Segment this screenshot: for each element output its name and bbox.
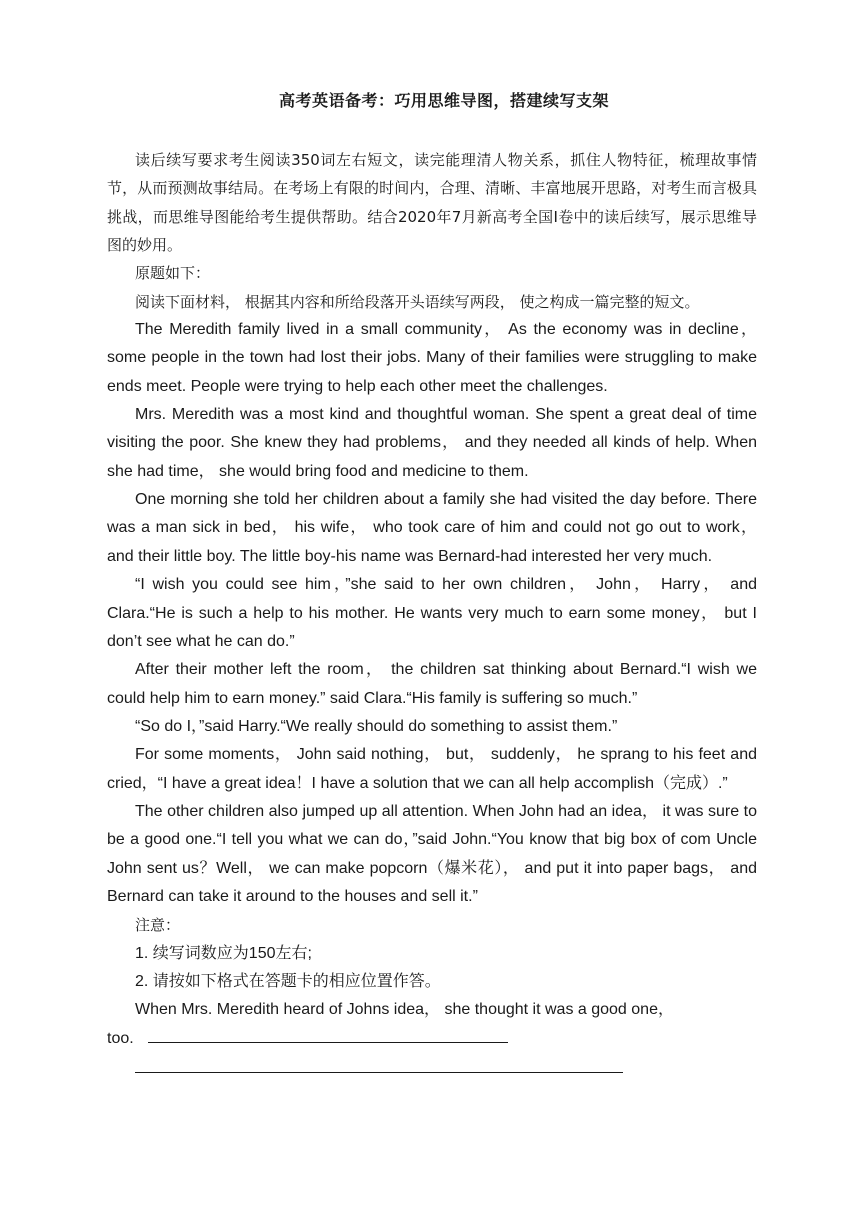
answer-blank-1[interactable] bbox=[148, 1041, 508, 1043]
story-paragraph: “I wish you could see him，”she said to her own children， John， Harry， and Clara.“He is such a help to his mother. He wants very much to earn some money， but I don’t see what he can do.” bbox=[107, 576, 757, 650]
story-paragraph: “So do I，”said Harry.“We really should do something to assist them.” bbox=[135, 717, 618, 735]
note-item: 2. 请按如下格式在答题卡的相应位置作答。 bbox=[135, 972, 441, 990]
story-paragraph: The Meredith family lived in a small community， As the economy was in decline， some people in the town had lost their jobs. Many of their families were struggling to make ends meet. People were trying to help each other meet the challenges. bbox=[107, 321, 757, 395]
answer-line-2 bbox=[107, 1053, 757, 1081]
answer-blank-2[interactable] bbox=[135, 1071, 623, 1073]
story-paragraph: Mrs. Meredith was a most kind and thoughtful woman. She spent a great deal of time visiting the poor. She knew they had problems， and they needed all kinds of help. When she had time， she would bring food and medicine to them. bbox=[107, 406, 757, 480]
answer-line-prefix: too. bbox=[107, 1029, 134, 1047]
article-body bbox=[107, 146, 757, 1081]
intro-paragraph: 读后续写要求考生阅读350词左右短文，读完能理清人物关系，抓住人物特征，梳理故事情节，从而预测故事结局。在考场上有限的时间内，合理、清晰、丰富地展开思路，对考生而言极具挑战，而思维导图能给考生提供帮助。结合2020年7月新高考全国Ⅰ卷中的读后续写，展示思维导图的妙用。 bbox=[107, 151, 757, 255]
story-paragraph: One morning she told her children about a family she had visited the day before. There was a man sick in bed， his wife， who took care of him and could not go out to work， and their little boy. The little boy-his name was Bernard-had interested her very much. bbox=[107, 491, 757, 565]
original-question-label: 原题如下： bbox=[135, 264, 211, 283]
instruction-paragraph: 阅读下面材料， 根据其内容和所给段落开头语续写两段， 使之构成一篇完整的短文。 bbox=[135, 292, 700, 311]
answer-line-1 bbox=[107, 1025, 757, 1053]
story-paragraph: After their mother left the room， the children sat thinking about Bernard.“I wish we could help him to earn money.” said Clara.“His family is suffering so much.” bbox=[107, 661, 757, 707]
note-item: 1. 续写词数应为150左右; bbox=[135, 944, 312, 962]
page-title: 高考英语备考：巧用思维导图，搭建续写支架 bbox=[278, 91, 609, 110]
note-label: 注意： bbox=[135, 916, 181, 935]
story-paragraph: For some moments， John said nothing， but， suddenly， he sprang to his feet and cried，“I have a great idea！I have a solution that we can all help accomplish（完成）.” bbox=[107, 746, 757, 792]
continuation-opening: When Mrs. Meredith heard of Johns idea， she thought it was a good one， bbox=[135, 1001, 674, 1019]
story-paragraph: The other children also jumped up all attention. When John had an idea， it was sure to be a good one.“I tell you what we can do，”said John.“You know that big box of com Uncle John sent us？Well， we can make popcorn（爆米花）， and put it into paper bags， and Bernard can take it around to the houses and sell it.” bbox=[107, 802, 757, 905]
